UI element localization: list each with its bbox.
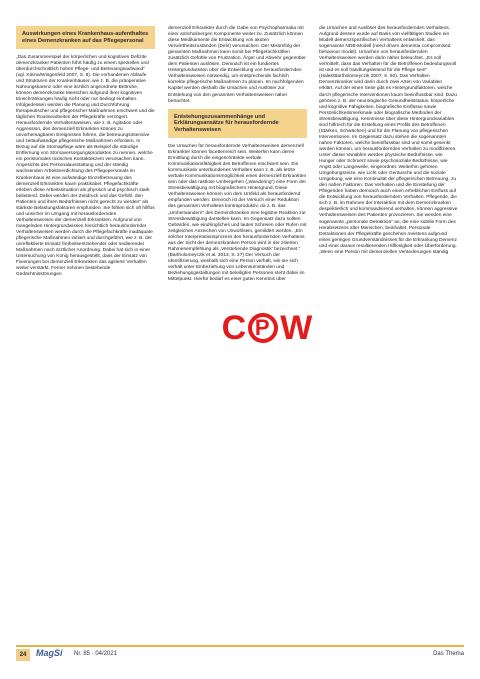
body-paragraph: die Ursachen und Auslöser des herausfordernden Verhaltens. Aufgrund dessen wurde auf Basis von vielfältigen Studien ein Modell demenzspezifischen Verhaltens entwickelt, das sogenannte NDB-Modell (need driven dementia compromised behaviour model). Ursachen von herausfordernden Verhaltensweisen werden darin näher beleuchtet. „Es soll vermittelt, dass das Verhalten für die Betroffenen bedeutungsvoll ist und es soll handlungsleitend für die Pflege sein“ (Halek/Bartholomeyczik 2007, S. 50). Das Verhalten Demenzkranker wird darin durch zwei Arten von Variablen erklärt. Auf der einen Seite gibt es Hintergrundfaktoren, welche durch pflegerische Interventionen kaum beeinflussbar sind. Dazu gehören z. B. der neurologische Gesundheitsstatus, körperliche und kognitive Fähigkeiten, biografische Einflüsse sowie Persönlichkeitsmerkmale oder biografische Methoden der Stressbewältigung. Kenntnisse über diese Hintergrundvariablen sind hilfreich für die Erstellung eines Profils des Betroffenen (Stärken, Schwächen) und für die Planung von pflegerischen Interventionen. Im Gegensatz dazu stehen die sogenannten nahen Faktoren, welche beeinflussbar sind und somit gesenkt werden können, um herausforderndes Verhalten zu modifizieren. Unter dieser Variablen werden physische Bedürfnisse, wie Hunger oder Schmerz sowie psychosoziale Bedürfnisse, wie Angst oder Langeweile, eingeordnet. Weiterhin gehören Umgebungsreize, wie Licht oder Geräusche und die soziale Umgebung, wie eine Kontinuität der pflegerischen Betreuung, zu den nahen Faktoren. Das Verhalten und die Einstellung der Pflegenden haben demnach auch einen erheblichen Einfluss auf die Entwicklung von herausforderndem Verhalten. Pflegende, die sich z. B. im Rahmen der Interaktion mit dem Demenzkranken despektierlich und kommandierend verhalten, können aggressive Verhaltensweisen des Patienten provozieren. Sie wenden eine sogenannte „personale Detraktion“ an, die eine subtile Form des Herabsetzens alter Menschen, beinhaltet. Personale Detraktionen der Pflegekräfte geschehen meistens aufgrund eines geringen Grundverständnisses für die Erkrankung Demenz und einer daraus resultierenden Hilflosigkeit oder Überforderung. „Wenn eine Person mit demenziellen Veränderungen ständig (319, 26, 458, 255)
section-heading: Auswirkungen eines Krankenhaus-aufenthaltes eines Demenzkranken auf das Pflegepersonal (16, 26, 155, 49)
section-heading: Entstehungszusammenhänge und Erklärungsansätze für herausfordernde Verhaltensweisen (168, 109, 307, 138)
footer-rule (16, 645, 464, 647)
issue-label: Nr. 85 · 04/2021 (74, 651, 118, 657)
text-column-left (16, 26, 155, 282)
copyright-watermark (213, 305, 323, 351)
body-paragraph: „Das Zusammenspiel der körperlichen und kognitiven Defizite demenzkranker Patienten führt häufig zu einem speziellen und überdurchschnittlich hohen Pflege- und Betreuungsaufwand“ (vgl. Kleina/Wingenfeld 2007, S. 8). Die vorhandenen Abläufe und Strukturen der Krankenhäuser, wie z. B. die präoperative Nahrungskarenz oder eine ärztlich angeordnete Bettruhe, können demenzkranke Menschen aufgrund ihrer kognitiven Einschränkungen häufig nicht oder nur bedingt einhalten. Infolgedessen werden die Planung und Durchführung therapeutischer und pflegerischer Maßnahmen erschwert und die täglichen Routinearbeiten der Pflegekräfte verzögert. Herausfordernde Verhaltensweisen, wie z. B. Agitation oder Aggression, des demenziell Erkrankten können zu unvorhersagbaren Ereignissen führen, die betreuungsintensive und zeitaufwändige pflegerische Maßnahmen erfordern. In Bezug auf die Stomapflege wäre als Beispiel die ständige Entfernung von Stomaversorgungsprodukten zu nennen, welche ein peristomales toxisches Kontaktekzem verursachen kann. Angesichts des Personalausstattung und der ständig wachsenden Arbeitsverdichtung des Pflegepersonals im Krankenhaus ist eine aufwändige Einzelbetreuung des demenziell Erkrankten kaum praktikabel. Pflegefachkräfte erleben diese Arbeitssituation als physisch und psychisch stark belastend. Dabei werden der Zeitdruck und das Gefühl, den Patienten und ihren Bedürfnissen nicht gerecht zu werden“ als stärkste Belastungsfaktoren empfunden. Sie fühlen sich oft hilflos und unsicher im Umgang mit herausfordernden Verhaltensweisen der demenziell Erkrankten. Aufgrund von mangelnden Hintergrundwissen hinsichtlich herausfordernder Verhaltensweisen werden durch die Pflegefachkräfte inadäquate pflegerische Maßnahmen initiiert und durchgeführt, wie z. B. der unreflektierte Einsatz freiheitsentziehender oder sedierender Maßnahmen nach ärztlicher Anordnung. Dabei hat sich in einer Untersuchung von Konig herausgestellt, dass der Einsatz von Fixierungen bei demenziell Erkrankten das agitierte Verhalten weiter verstärkt. Ferner nehmen bestehende Gedächtnisstörungen (16, 54, 155, 278)
body-paragraph: demenziell Erkrankter durch die Gabe von Psychopharmaka mit einer anticholinergen Komponente weiter zu. Zusätzlich können diese Medikamente die Entwicklung von akuten Verwirrtheitszuständen (Delir) verursachen. Der Missmfolg der genannten Maßnahmen kann somit bei Pflegefachkräften zusätzlich Gefühle von Frustration, Ärger und Abwehr gegenüber dem Patienten auslösen. Demnach ist ein fundiertes Hintergrundwissen über die Entwicklung von herausfordernden Verhaltensweisen notwendig, um entsprechende fachlich korrekte pflegerische Maßnahmen zu planen. Im nachfolgenden Kapitel werden deshalb die Ursachen und Auslöser zur Entstehung von den genannten Verhaltensweisen näher betrachtet. (168, 26, 306, 104)
watermark-letter: W (280, 308, 315, 347)
text-column-right (319, 26, 458, 260)
text-column-middle (168, 26, 307, 287)
watermark-ring: P (248, 313, 278, 343)
section-label: Das Thema (433, 651, 464, 657)
watermark-letter: C (221, 308, 249, 347)
page-footer (16, 649, 464, 663)
body-paragraph: Die Ursachen für herausfordernde Verhaltensweisen demenziell Erkrankter können facettenreich sein. Weiterhin kann deren Ermittlung durch die eingeschränkte verbale Kommunikationsfähigkeit des Betroffenen erschwert sein. Ein kommunikativ unterbundenes Verhalten kann z. B. als letzte verbale Kommunikationsmöglichkeit eines demenziell Erkrankten sein oder das rastlose Umhergehen („Wandering“) eine Form der Stressbewältigung mit biografischem Hintergrund. Diese Verhaltensweisen können von dem Umfeld als herausfordernd empfunden werden. Dennoch ist der Versuch einer Reduktion des genannten Verhaltens kontraproduktiv, da z. B. das „Umherwandern“ des Demenzkranken eine legitime Reaktion zur Stressbewältigung darstellen kann. Im Gegensatz dazu sollten Gebärden, wie eindringliches und lautes Schreien oder Rufen mit zeitgleichen Anzeichen von Unwohlsein, gemildert werden. „Ein solcher Interpretationsprozess des herausfordernden Verhaltens aus der Sicht der demenzkranken Person wird in der zitierten Rahmenempfehlung als ‚Verstehende Diagnostik‘ bezeichnet.“ (Bartholomeyczik et al. 2013, S. 27) Der Versuch der Identifizierung, weshalb sich eine Person verhält, wie sie sich verhält unter Einbeziehung von Lebensumständen und Beziehungsgestaltungen mit beteiligten Personen steht dabei im Mittelpunkt. Hierfür bedarf es einer guten Kenntnis über (168, 144, 307, 283)
magazine-name: MagSi (36, 648, 63, 658)
page-number: 24 (16, 649, 30, 661)
